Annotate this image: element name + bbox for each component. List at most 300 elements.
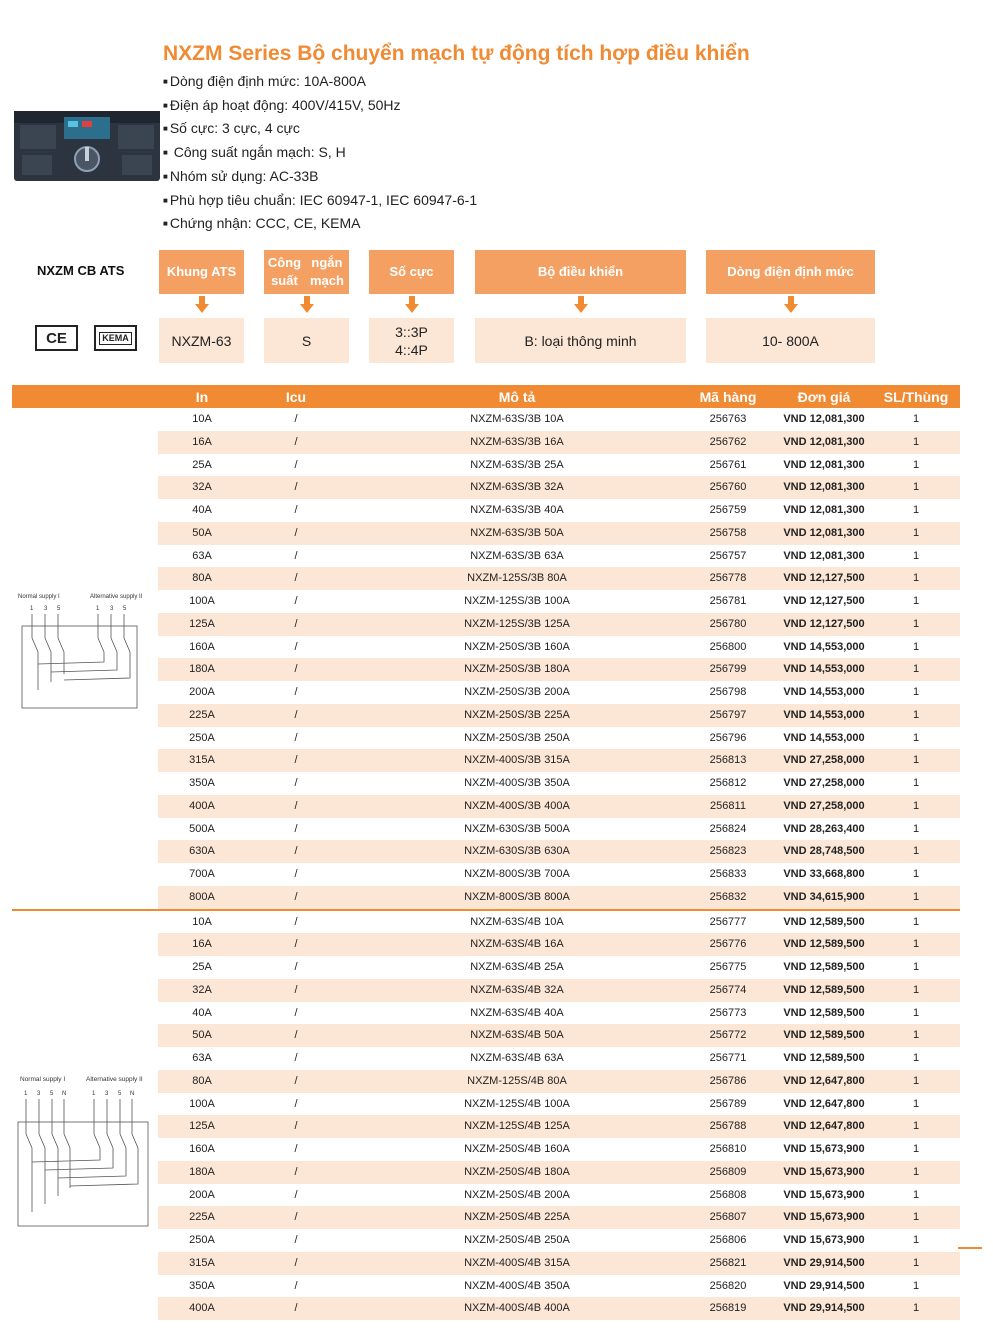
col-in: 10A (192, 915, 212, 928)
col-icu: / (294, 526, 298, 539)
col-description: NXZM-125S/3B 80A (467, 572, 567, 585)
col-icu: / (294, 458, 298, 471)
col-description: NXZM-63S/4B 32A (470, 983, 564, 996)
code-value-box (475, 318, 686, 363)
col-qty-per-box: 1 (912, 1097, 920, 1110)
col-description: NXZM-125S/4B 80A (467, 1074, 567, 1087)
col-qty-per-box: 1 (912, 1143, 920, 1155)
col-qty-per-box: 1 (912, 777, 920, 789)
col-icu: / (294, 1211, 298, 1224)
col-in: 25A (192, 458, 212, 471)
col-icu: / (294, 1302, 298, 1315)
col-icu: / (294, 1029, 298, 1042)
col-item-code: 256788 (709, 1120, 747, 1133)
col-qty-per-box: 1 (912, 938, 920, 951)
col-icu: / (294, 961, 298, 973)
col-item-code: 256800 (709, 640, 747, 653)
table-row (158, 658, 960, 681)
col-description: NXZM-250S/4B 200A (464, 1188, 570, 1201)
col-icu: / (294, 1234, 298, 1246)
table-row (158, 1138, 960, 1161)
col-item-code: 256797 (709, 708, 747, 721)
table-row (158, 1115, 960, 1138)
col-qty-per-box: 1 (912, 1165, 920, 1178)
header-col-in: In (195, 389, 209, 405)
col-in: 50A (192, 526, 212, 539)
spec-item: ■ Công suất ngắn mạch: S, H (163, 141, 477, 165)
col-qty-per-box: 1 (912, 1302, 920, 1315)
col-unit-price: VND 14,553,000 (783, 663, 865, 676)
col-item-code: 256778 (709, 572, 747, 585)
col-unit-price: VND 29,914,500 (783, 1256, 865, 1269)
col-qty-per-box: 1 (912, 915, 920, 928)
col-icu: / (294, 1165, 298, 1178)
col-description: NXZM-63S/4B 50A (470, 1029, 564, 1042)
col-unit-price: VND 12,589,500 (783, 1052, 865, 1064)
page-title: NXZM Series Bộ chuyển mạch tự động tích hợp điều khiển (163, 42, 750, 65)
col-icu: / (294, 504, 298, 516)
col-icu: / (294, 1097, 298, 1110)
col-in: 180A (189, 1165, 215, 1178)
col-icu: / (294, 1143, 298, 1155)
table-row (158, 749, 960, 772)
arrow-down-icon (195, 296, 209, 314)
col-in: 350A (189, 777, 215, 789)
code-value-text: NXZM-63 (171, 332, 232, 349)
col-icu: / (294, 915, 298, 928)
col-description: NXZM-250S/3B 250A (464, 731, 570, 744)
col-item-code: 256799 (709, 663, 747, 676)
col-unit-price: VND 12,589,500 (783, 961, 865, 973)
col-description: NXZM-400S/4B 400A (464, 1302, 570, 1315)
col-in: 225A (189, 708, 215, 721)
col-description: NXZM-63S/4B 63A (470, 1052, 564, 1064)
table-row (158, 567, 960, 590)
col-icu: / (294, 983, 298, 996)
table-row (158, 1047, 960, 1070)
table-row (158, 1002, 960, 1025)
col-in: 400A (189, 799, 215, 812)
col-description: NXZM-800S/3B 700A (464, 868, 570, 880)
col-icu: / (294, 549, 298, 562)
col-in: 80A (192, 1074, 212, 1087)
col-description: NXZM-250S/3B 160A (464, 640, 570, 653)
code-value-box (369, 318, 454, 363)
col-item-code: 256806 (709, 1234, 747, 1246)
col-qty-per-box: 1 (912, 663, 920, 676)
table-row (158, 636, 960, 659)
normal-supply-label: Normal supply I (20, 1076, 66, 1083)
col-unit-price: VND 15,673,900 (783, 1188, 865, 1201)
col-icu: / (294, 435, 298, 448)
table-row (158, 1275, 960, 1298)
col-unit-price: VND 29,914,500 (783, 1302, 865, 1315)
code-header-text: ngắn mạch (309, 255, 344, 288)
col-qty-per-box: 1 (912, 708, 920, 721)
spec-item: ■ Chứng nhận: CCC, CE, KEMA (163, 212, 477, 236)
col-item-code: 256772 (709, 1029, 747, 1042)
col-unit-price: VND 15,673,900 (783, 1234, 865, 1246)
col-in: 315A (189, 1256, 215, 1269)
table-row (158, 681, 960, 704)
col-in: 80A (192, 572, 212, 585)
col-qty-per-box: 1 (912, 617, 920, 630)
col-unit-price: VND 12,081,300 (783, 526, 865, 539)
col-description: NXZM-400S/3B 350A (464, 777, 570, 789)
col-in: 100A (189, 595, 215, 607)
col-qty-per-box: 1 (912, 481, 920, 494)
col-unit-price: VND 12,589,500 (783, 915, 865, 928)
pole-label: 5 (57, 606, 61, 612)
table-row (158, 727, 960, 750)
code-value-box (264, 318, 349, 363)
col-icu: / (294, 686, 298, 698)
col-qty-per-box: 1 (912, 731, 920, 744)
col-icu: / (294, 413, 298, 425)
code-value-text: B: loại thông minh (524, 332, 637, 349)
pole-label: 3 (37, 1091, 41, 1097)
col-item-code: 256796 (709, 731, 747, 744)
col-in: 180A (189, 663, 215, 676)
table-row (158, 1297, 960, 1320)
spec-item: ■ Phù hợp tiêu chuẩn: IEC 60947-1, IEC 60947-6-1 (163, 189, 477, 213)
table-row (158, 545, 960, 568)
col-qty-per-box: 1 (912, 1052, 920, 1064)
col-in: 40A (192, 504, 212, 516)
col-description: NXZM-63S/4B 40A (470, 1006, 564, 1019)
col-item-code: 256781 (709, 595, 747, 607)
col-unit-price: VND 27,258,000 (783, 799, 865, 812)
col-qty-per-box: 1 (912, 1006, 920, 1019)
col-description: NXZM-250S/4B 225A (464, 1211, 570, 1224)
header-col-unit-price: Đơn giá (797, 389, 851, 405)
col-icu: / (294, 572, 298, 585)
col-icu: / (294, 754, 298, 767)
table-row (158, 1229, 960, 1252)
col-unit-price: VND 12,589,500 (783, 938, 865, 951)
col-unit-price: VND 12,127,500 (783, 595, 865, 607)
table-row (158, 408, 960, 431)
header-col-item-code: Mã hàng (699, 389, 757, 405)
col-description: NXZM-63S/3B 50A (470, 526, 564, 539)
col-description: NXZM-250S/4B 250A (464, 1234, 570, 1246)
divider (958, 1247, 982, 1249)
col-qty-per-box: 1 (912, 595, 920, 607)
col-in: 16A (192, 938, 212, 951)
col-icu: / (294, 481, 298, 494)
col-description: NXZM-63S/3B 32A (470, 481, 564, 494)
col-icu: / (294, 1074, 298, 1087)
col-qty-per-box: 1 (912, 1120, 920, 1133)
wiring-diagram-3p (14, 590, 154, 712)
header-col-description: Mô tả (498, 389, 536, 405)
col-unit-price: VND 27,258,000 (783, 777, 865, 789)
col-unit-price: VND 12,081,300 (783, 504, 865, 516)
col-item-code: 256812 (709, 777, 747, 789)
arrow-down-icon (784, 296, 798, 314)
code-value-text: S (301, 332, 312, 349)
col-qty-per-box: 1 (912, 686, 920, 698)
col-in: 200A (189, 686, 215, 698)
col-in: 16A (192, 435, 212, 448)
col-qty-per-box: 1 (912, 754, 920, 767)
pole-label: 1 (96, 606, 100, 612)
code-label: NXZM CB ATS (37, 263, 125, 278)
table-row (158, 911, 960, 934)
col-unit-price: VND 14,553,000 (783, 686, 865, 698)
kema-mark (94, 325, 137, 351)
code-header-text: Dòng điện định mức (727, 264, 854, 279)
col-in: 315A (189, 754, 215, 767)
col-qty-per-box: 1 (912, 549, 920, 562)
header-col-qty-per-box: SL/Thùng (883, 389, 949, 405)
col-description: NXZM-250S/3B 180A (464, 663, 570, 676)
col-item-code: 256820 (709, 1279, 747, 1292)
col-description: NXZM-400S/4B 350A (464, 1279, 570, 1292)
spec-list (163, 70, 477, 236)
col-in: 200A (189, 1188, 215, 1201)
col-unit-price: VND 15,673,900 (783, 1211, 865, 1224)
table-row (158, 704, 960, 727)
col-unit-price: VND 14,553,000 (783, 731, 865, 744)
col-item-code: 256758 (709, 526, 747, 539)
col-description: NXZM-630S/3B 500A (464, 822, 570, 835)
col-icu: / (294, 890, 298, 903)
col-description: NXZM-63S/3B 40A (470, 504, 564, 516)
col-item-code: 256810 (709, 1143, 747, 1155)
col-in: 160A (189, 640, 215, 653)
col-description: NXZM-63S/4B 16A (470, 938, 564, 951)
col-qty-per-box: 1 (912, 822, 920, 835)
arrow-down-icon (300, 296, 314, 314)
normal-supply-label: Normal supply I (18, 594, 60, 600)
pole-label: 3 (44, 606, 48, 612)
col-in: 125A (189, 1120, 215, 1133)
table-row (158, 840, 960, 863)
col-item-code: 256775 (709, 961, 747, 973)
table-row (158, 1184, 960, 1207)
col-qty-per-box: 1 (912, 1256, 920, 1269)
col-qty-per-box: 1 (912, 1279, 920, 1292)
col-item-code: 256789 (709, 1097, 747, 1110)
col-description: NXZM-63S/3B 16A (470, 435, 564, 448)
col-in: 10A (192, 413, 212, 425)
col-unit-price: VND 12,647,800 (783, 1074, 865, 1087)
col-item-code: 256833 (709, 868, 747, 880)
col-qty-per-box: 1 (912, 1211, 920, 1224)
alt-supply-label: Alternative supply II (90, 594, 143, 600)
col-in: 350A (189, 1279, 215, 1292)
product-image (12, 103, 162, 185)
table-row (158, 956, 960, 979)
table-row (158, 1206, 960, 1229)
pole-label: N (130, 1091, 135, 1097)
col-item-code: 256761 (709, 458, 747, 471)
code-value-box (159, 318, 244, 363)
kema-text: KEMA (99, 332, 132, 345)
table-row (158, 863, 960, 886)
code-value-text: 3::3P (395, 323, 428, 340)
col-in: 63A (192, 549, 212, 562)
table-row (158, 1024, 960, 1047)
col-unit-price: VND 14,553,000 (783, 708, 865, 721)
col-in: 225A (189, 1211, 215, 1224)
col-unit-price: VND 12,127,500 (783, 617, 865, 630)
code-header-text: Khung ATS (166, 264, 237, 279)
col-unit-price: VND 34,615,900 (783, 890, 865, 903)
table-row (158, 431, 960, 454)
col-in: 32A (192, 983, 212, 996)
col-description: NXZM-400S/4B 315A (464, 1256, 570, 1269)
col-icu: / (294, 617, 298, 630)
col-unit-price: VND 12,589,500 (783, 1029, 865, 1042)
code-value-text: 10- 800A (762, 332, 819, 349)
spec-item: ■ Số cực: 3 cực, 4 cực (163, 117, 477, 141)
spec-item: ■ Dòng điện định mức: 10A-800A (163, 70, 477, 94)
table-row (158, 590, 960, 613)
col-icu: / (294, 1256, 298, 1269)
col-unit-price: VND 29,914,500 (783, 1279, 865, 1292)
col-item-code: 256776 (709, 938, 747, 951)
code-header-box (369, 250, 454, 294)
col-item-code: 256819 (709, 1302, 747, 1315)
col-description: NXZM-250S/4B 180A (464, 1165, 570, 1178)
alt-supply-label: Alternative supply II (86, 1076, 143, 1083)
pole-label: 3 (105, 1091, 109, 1097)
code-header-box (706, 250, 875, 294)
col-icu: / (294, 822, 298, 835)
col-unit-price: VND 12,081,300 (783, 435, 865, 448)
col-item-code: 256823 (709, 845, 747, 858)
col-icu: / (294, 1279, 298, 1292)
col-in: 400A (189, 1302, 215, 1315)
col-qty-per-box: 1 (912, 1029, 920, 1042)
header-col-icu: Icu (285, 389, 307, 405)
code-value-text: 4::4P (395, 341, 428, 358)
table-row (158, 613, 960, 636)
col-item-code: 256760 (709, 481, 747, 494)
table-row (158, 979, 960, 1002)
table-row (158, 454, 960, 477)
ce-mark: CE (35, 325, 78, 351)
col-in: 40A (192, 1006, 212, 1019)
col-unit-price: VND 28,263,400 (783, 822, 865, 835)
col-unit-price: VND 12,589,500 (783, 1006, 865, 1019)
col-icu: / (294, 640, 298, 653)
col-item-code: 256762 (709, 435, 747, 448)
col-icu: / (294, 799, 298, 812)
pole-label: 5 (118, 1091, 122, 1097)
pole-label: 1 (92, 1091, 96, 1097)
col-qty-per-box: 1 (912, 799, 920, 812)
spec-item: ■ Điện áp hoạt động: 400V/415V, 50Hz (163, 94, 477, 118)
col-icu: / (294, 1120, 298, 1133)
col-item-code: 256807 (709, 1211, 747, 1224)
col-qty-per-box: 1 (912, 1074, 920, 1087)
table-row (158, 522, 960, 545)
col-unit-price: VND 14,553,000 (783, 640, 865, 653)
col-unit-price: VND 12,081,300 (783, 458, 865, 471)
col-icu: / (294, 1006, 298, 1019)
pole-label: 5 (50, 1091, 54, 1097)
pole-label: 5 (123, 606, 127, 612)
table-row (158, 476, 960, 499)
col-item-code: 256832 (709, 890, 747, 903)
col-description: NXZM-63S/3B 25A (470, 458, 564, 471)
table-row (158, 795, 960, 818)
col-icu: / (294, 868, 298, 880)
table-row (158, 818, 960, 841)
col-item-code: 256809 (709, 1165, 747, 1178)
col-in: 500A (189, 822, 215, 835)
col-description: NXZM-63S/4B 10A (470, 915, 564, 928)
col-qty-per-box: 1 (912, 961, 920, 973)
col-icu: / (294, 731, 298, 744)
col-description: NXZM-250S/4B 160A (464, 1143, 570, 1155)
col-in: 32A (192, 481, 212, 494)
col-icu: / (294, 938, 298, 951)
col-icu: / (294, 708, 298, 721)
col-in: 50A (192, 1029, 212, 1042)
arrow-down-icon (574, 296, 588, 314)
col-in: 800A (189, 890, 215, 903)
pole-label: N (62, 1091, 67, 1097)
code-header-text: Số cực (389, 264, 434, 279)
table-row (158, 1070, 960, 1093)
col-qty-per-box: 1 (912, 526, 920, 539)
code-header-text: Công suất (267, 255, 302, 288)
col-description: NXZM-250S/3B 200A (464, 686, 570, 698)
col-icu: / (294, 595, 298, 607)
col-item-code: 256759 (709, 504, 747, 516)
col-unit-price: VND 15,673,900 (783, 1143, 865, 1155)
table-row (158, 499, 960, 522)
col-unit-price: VND 12,081,300 (783, 549, 865, 562)
col-unit-price: VND 27,258,000 (783, 754, 865, 767)
col-item-code: 256777 (709, 915, 747, 928)
col-description: NXZM-63S/3B 63A (470, 549, 564, 562)
code-header-box (159, 250, 244, 294)
col-unit-price: VND 12,081,300 (783, 413, 865, 425)
col-qty-per-box: 1 (912, 458, 920, 471)
col-in: 160A (189, 1143, 215, 1155)
col-item-code: 256774 (709, 983, 747, 996)
wiring-diagram-4p (14, 1072, 154, 1230)
col-unit-price: VND 12,647,800 (783, 1120, 865, 1133)
col-qty-per-box: 1 (912, 890, 920, 903)
pole-label: 1 (30, 606, 34, 612)
col-qty-per-box: 1 (912, 1188, 920, 1201)
col-qty-per-box: 1 (912, 504, 920, 516)
col-item-code: 256773 (709, 1006, 747, 1019)
table-row (158, 933, 960, 956)
col-item-code: 256786 (709, 1074, 747, 1087)
col-item-code: 256757 (709, 549, 747, 562)
col-in: 125A (189, 617, 215, 630)
col-description: NXZM-125S/3B 125A (464, 617, 570, 630)
col-icu: / (294, 845, 298, 858)
col-description: NXZM-400S/3B 400A (464, 799, 570, 812)
col-description: NXZM-630S/3B 630A (464, 845, 570, 858)
col-unit-price: VND 28,748,500 (783, 845, 865, 858)
col-item-code: 256780 (709, 617, 747, 630)
col-description: NXZM-125S/4B 100A (464, 1097, 570, 1110)
table-row (158, 1161, 960, 1184)
col-icu: / (294, 663, 298, 676)
col-item-code: 256808 (709, 1188, 747, 1201)
col-icu: / (294, 1188, 298, 1201)
code-header-box (264, 250, 349, 294)
